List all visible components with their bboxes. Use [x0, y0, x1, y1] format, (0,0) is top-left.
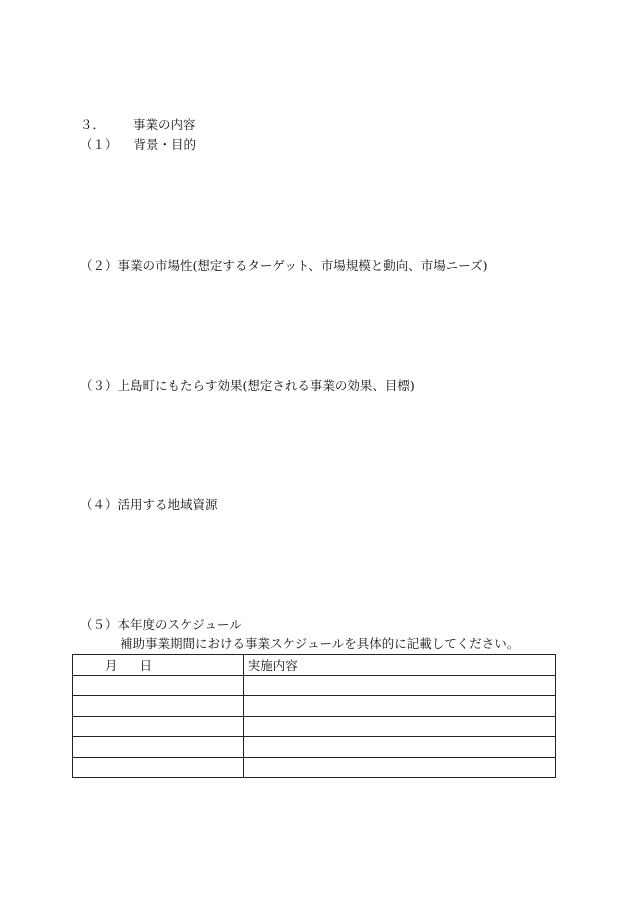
item-number: （４） — [80, 497, 118, 512]
table-row — [73, 716, 556, 737]
item-heading-1 — [80, 137, 196, 153]
table-row — [73, 737, 556, 758]
item-title: 事業の市場性(想定するターゲット、市場規模と動向、市場ニーズ) — [117, 258, 488, 273]
section-title: 事業の内容 — [133, 117, 196, 132]
content-cell[interactable] — [243, 675, 555, 696]
date-cell[interactable] — [73, 716, 244, 737]
content-cell[interactable] — [243, 737, 555, 758]
schedule-table — [72, 654, 556, 778]
table-row — [73, 696, 556, 717]
section-number: ３． — [80, 117, 106, 132]
header-date — [73, 655, 244, 676]
header-month: 月 — [105, 657, 118, 673]
item-title: 本年度のスケジュール — [117, 617, 242, 632]
date-cell[interactable] — [73, 737, 244, 758]
schedule-header-row — [73, 655, 556, 676]
date-cell[interactable] — [73, 675, 244, 696]
table-row — [73, 675, 556, 696]
item-number: （１） — [80, 137, 118, 152]
item-title: 活用する地域資源 — [117, 497, 218, 512]
date-cell[interactable] — [73, 757, 244, 778]
content-cell[interactable] — [243, 757, 555, 778]
item-heading-5 — [80, 617, 242, 633]
item-number: （２） — [80, 258, 118, 273]
item-number: （３） — [80, 378, 118, 393]
table-row — [73, 757, 556, 778]
schedule-instruction: 補助事業期間における事業スケジュールを具体的に記載してください。 — [120, 636, 520, 651]
item-heading-2 — [80, 258, 488, 274]
item-title: 上島町にもたらす効果(想定される事業の効果、目標) — [117, 378, 415, 393]
item-title: 背景・目的 — [133, 137, 197, 152]
header-day: 日 — [139, 657, 153, 673]
content-cell[interactable] — [243, 696, 555, 717]
item-heading-3 — [80, 378, 415, 394]
item-heading-4 — [80, 497, 218, 513]
item-number: （５） — [80, 617, 118, 632]
section-heading — [80, 117, 196, 133]
header-content: 実施内容 — [243, 655, 555, 676]
date-cell[interactable] — [73, 696, 244, 717]
content-cell[interactable] — [243, 716, 555, 737]
